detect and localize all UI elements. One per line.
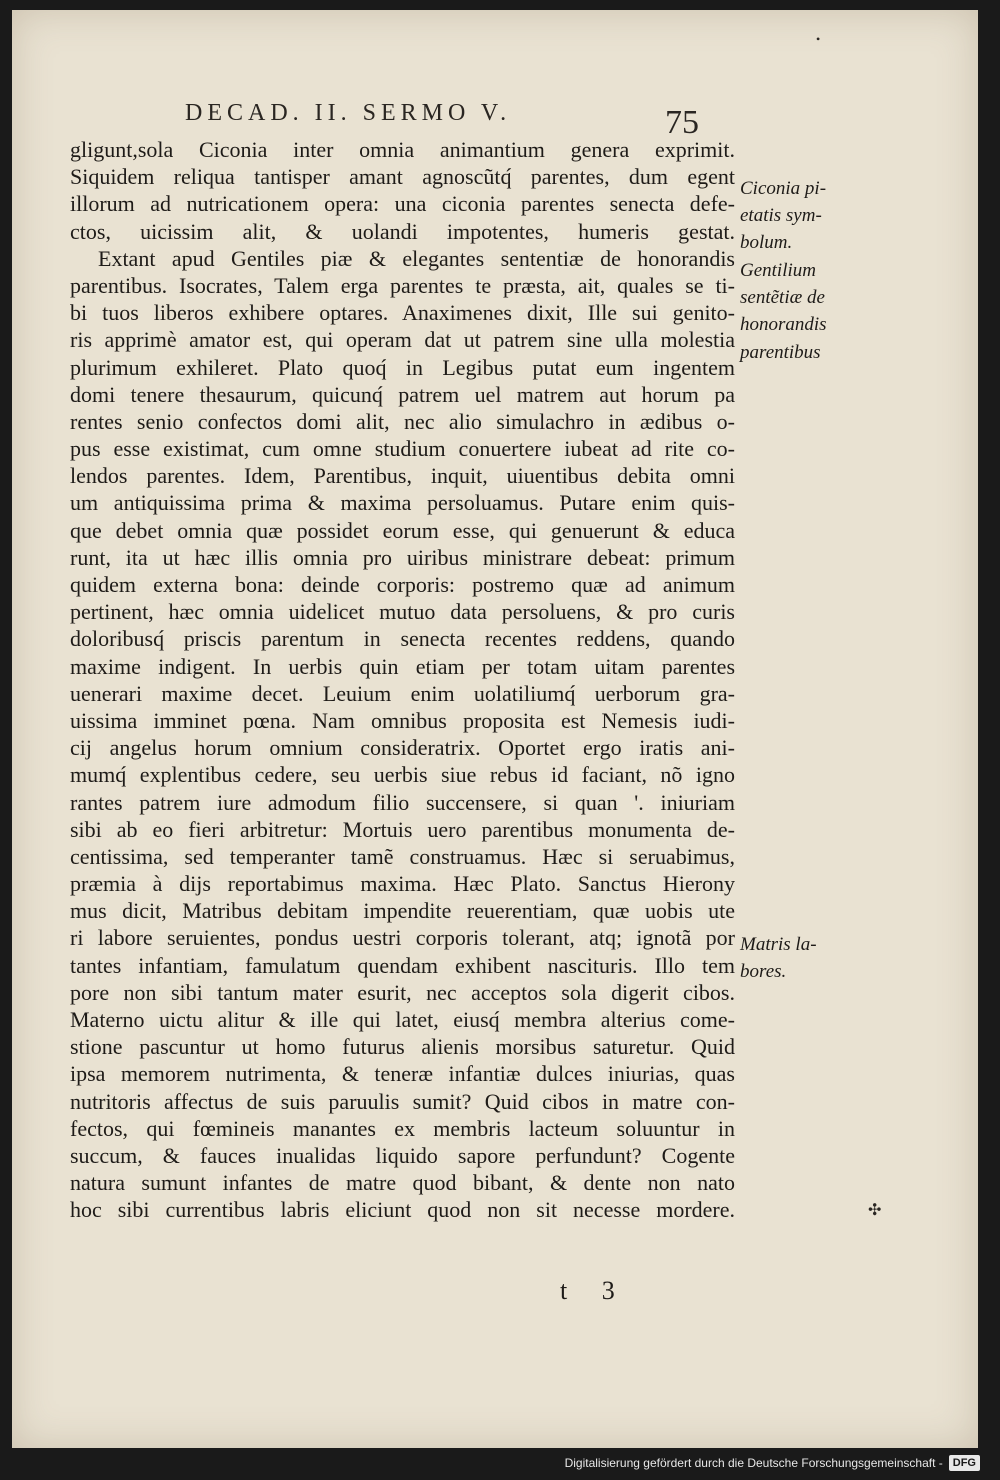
text-line: pus esse existimat, cum omne studium conuertere iubeat ad rite co- [70,436,735,462]
text-line: sibi ab eo fieri arbitretur: Mortuis uero parentibus monumenta de- [70,816,735,842]
text-line: hoc sibi currentibus labris eliciunt quod non sit necesse mordere. [70,1197,735,1223]
margin-note-line: Gentilium [740,260,816,281]
page-number: 75 [665,104,699,141]
margin-note-line: parentibus [740,341,821,363]
text-line: rentes senio confectos domi alit, nec alio simulachro in ædibus o- [70,408,735,434]
margin-note-line: Matris la- [740,934,817,955]
text-line: Extant apud Gentiles piæ & elegantes sententiæ de honorandis [98,245,735,271]
text-line: pore non sibi tantum mater esurit, nec acceptos sola digerit cibos. [70,979,735,1005]
margin-note-ciconia [740,175,840,257]
text-line: nutritoris affectus de suis paruulis sumit? Quid cibos in matre con- [70,1088,735,1114]
dfg-logo: DFG [949,1455,980,1471]
text-line: tantes infantiam, famulatum quendam exhibent nascituris. Illo tem [70,952,735,978]
margin-note-gentilium [740,257,840,366]
text-line: pertinent, hæc omnia uidelicet mutuo data persoluens, & pro curis [70,599,735,625]
footer-credit [565,1452,980,1474]
text-line: ris apprimè amator est, qui operam dat ut patrem sine ulla molestia [70,327,735,353]
text-line: domi tenere thesaurum, quicunq́ patrem uel matrem aut horum pa [70,381,735,407]
text-line: illorum ad nutricationem opera: una ciconia parentes senecta defe- [70,191,735,217]
text-line: uenerari maxime decet. Leuium enim uolatiliumq́ uerborum gra- [70,680,735,706]
margin-note-line: Ciconia pi- [740,178,827,199]
text-line: natura sumunt infantes de matre quod bibant, & dente non nato [70,1170,735,1196]
text-line: rantes patrem iure admodum filio succensere, si quan '. iniuriam [70,789,735,815]
text-line: Siquidem reliqua tantisper amant agnoscũtq́ parentes, dum egent [70,164,735,190]
text-line: præmia à dijs reportabimus maxima. Hæc Plato. Sanctus Hierony [70,871,735,897]
margin-note-line: honorandis [740,314,827,336]
page-speck: • [816,32,821,46]
text-line: mumq́ explentibus cedere, seu uerbis siue rebus id faciant, nõ igno [70,762,735,788]
text-line: succum, & fauces inualidas liquido sapore perfundunt? Cogente [70,1142,735,1168]
text-line: mus dicit, Matribus debitam impendite reuerentiam, quæ uobis ute [70,898,735,924]
text-line: Materno uictu alitur & ille qui latet, eiusq́ membra alterius come- [70,1007,735,1032]
text-line: ri labore seruientes, pondus uestri corporis tolerant, atq; ignotã por [70,925,735,951]
text-line: plurimum exhileret. Plato quoq́ in Legibus putat eum ingentem [70,354,735,380]
margin-note-line: etatis sym- [740,205,822,227]
text-line: parentibus. Isocrates, Talem erga parentes te præsta, ait, quales se ti- [70,272,735,298]
text-line: doloribusq́ priscis parentum in senecta recentes reddens, quando [70,626,735,652]
text-line: centissima, sed temperanter tamẽ construamus. Hæc si seruabimus, [70,843,735,869]
text-line: cij angelus horum omnium consideratrix. Oportet ergo iratis ani- [70,735,735,761]
signature-mark: t 3 [560,1276,629,1305]
margin-note-line: bolum. [740,232,793,254]
text-line: stione pascuntur ut homo futurus alienis morsibus saturetur. Quid [70,1034,735,1060]
text-line: bi tuos liberos exhibere optares. Anaximenes dixit, Ille sui genito- [70,300,735,326]
text-line: um antiquissima prima & maxima persoluamus. Putare enim quis- [70,490,735,516]
text-line: gligunt,sola Ciconia inter omnia animantium genera exprimit. [70,137,735,162]
text-line: lendos parentes. Idem, Parentibus, inquit, uiuentibus debita omni [70,463,735,489]
footer-credit-text: Digitalisierung gefördert durch die Deutsche Forschungsgemeinschaft - [564,1456,943,1470]
body-text [70,136,735,1224]
running-title: DECAD. II. SERMO V. [185,100,512,126]
ornament-icon: ✣ [868,1202,882,1219]
margin-note-line: bores. [740,961,787,983]
text-line: runt, ita ut hæc illis omnia pro uiribus ministrare debeat: primum [70,544,735,570]
text-line: maxime indigent. In uerbis quin etiam per totam uitam parentes [70,653,735,679]
text-line: fectos, qui fœmineis manantes ex membris lacteum soluuntur in [70,1115,735,1141]
text-line: uissima imminet pœna. Nam omnibus proposita est Nemesis iudi- [70,707,735,733]
text-line: que debet omnia quæ possidet eorum esse, qui genuerunt & educa [70,517,735,543]
text-line: ipsa memorem nutrimenta, & teneræ infantiæ dulces iniurias, quas [70,1061,735,1087]
text-line: quidem externa bona: deinde corporis: postremo quæ ad animum [70,572,735,597]
text-line: ctos, uicissim alit, & uolandi impotentes, humeris gestat. [70,218,735,244]
margin-note-line: sentẽtiæ de [740,287,825,309]
margin-note-matris [740,931,840,985]
